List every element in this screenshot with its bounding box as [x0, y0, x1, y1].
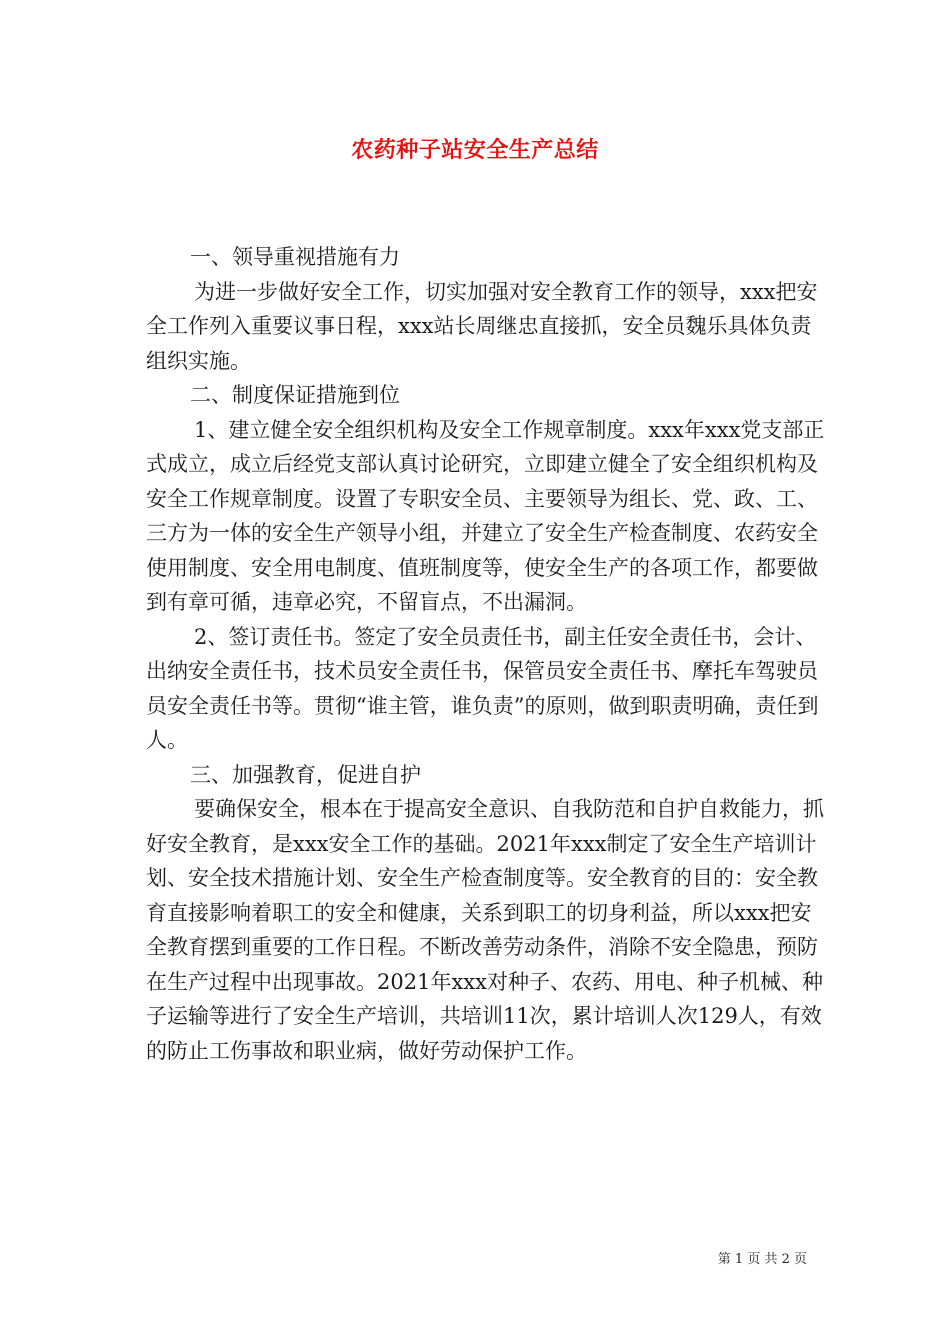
paragraph-organization: 1、建立健全安全组织机构及安全工作规章制度。xxx年xxx党支部正式成立，成立后经党支部认真讨论研究，立即建立健全了安全组织机构及安全工作规章制度。设置了专职安全员、主要领导为组长、党、政、工、三方为一体的安全生产领导小组，并建立了安全生产检查制度、农药安全使用制度、安全用电制度、值班制度等，使安全生产的各项工作，都要做到有章可循，违章必究，不留盲点，不出漏洞。 [146, 417, 825, 614]
paragraph-responsibility: 2、签订责任书。签定了安全员责任书，副主任安全责任书，会计、出纳安全责任书，技术员安全责任书，保管员安全责任书、摩托车驾驶员员安全责任书等。贯彻“谁主管，谁负责”的原则，做到职责明确，责任到人。 [146, 624, 819, 752]
page-number-footer: 第 1 页 共 2 页 [717, 1252, 807, 1267]
section-heading-3: 三、加强教育，促进自护 [190, 762, 421, 787]
section-heading-2: 二、制度保证措施到位 [190, 383, 400, 407]
paragraph-leadership: 为进一步做好安全工作，切实加强对安全教育工作的领导，xxx把安全工作列入重要议事日程，xxx站长周继忠直接抓，安全员魏乐具体负责组织实施。 [146, 279, 818, 373]
section-heading-1: 一、领导重视措施有力 [190, 245, 400, 269]
document-body [146, 240, 826, 1068]
paragraph-education: 要确保安全，根本在于提高安全意识、自我防范和自护自救能力，抓好安全教育，是xxx安全工作的基础。2021年xxx制定了安全生产培训计划、安全技术措施计划、安全生产检查制度等。安全教育的目的：安全教育直接影响着职工的安全和健康，关系到职工的切身利益，所以xxx把安全教育摆到重要的工作日程。不断改善劳动条件，消除不安全隐患，预防在生产过程中出现事故。2021年xxx对种子、农药、用电、种子机械、种子运输等进行了安全生产培训，共培训11次，累计培训人次129人，有效的防止工伤事故和职业病，做好劳动保护工作。 [146, 797, 824, 1063]
document-title: 农药种子站安全生产总结 [351, 138, 599, 163]
